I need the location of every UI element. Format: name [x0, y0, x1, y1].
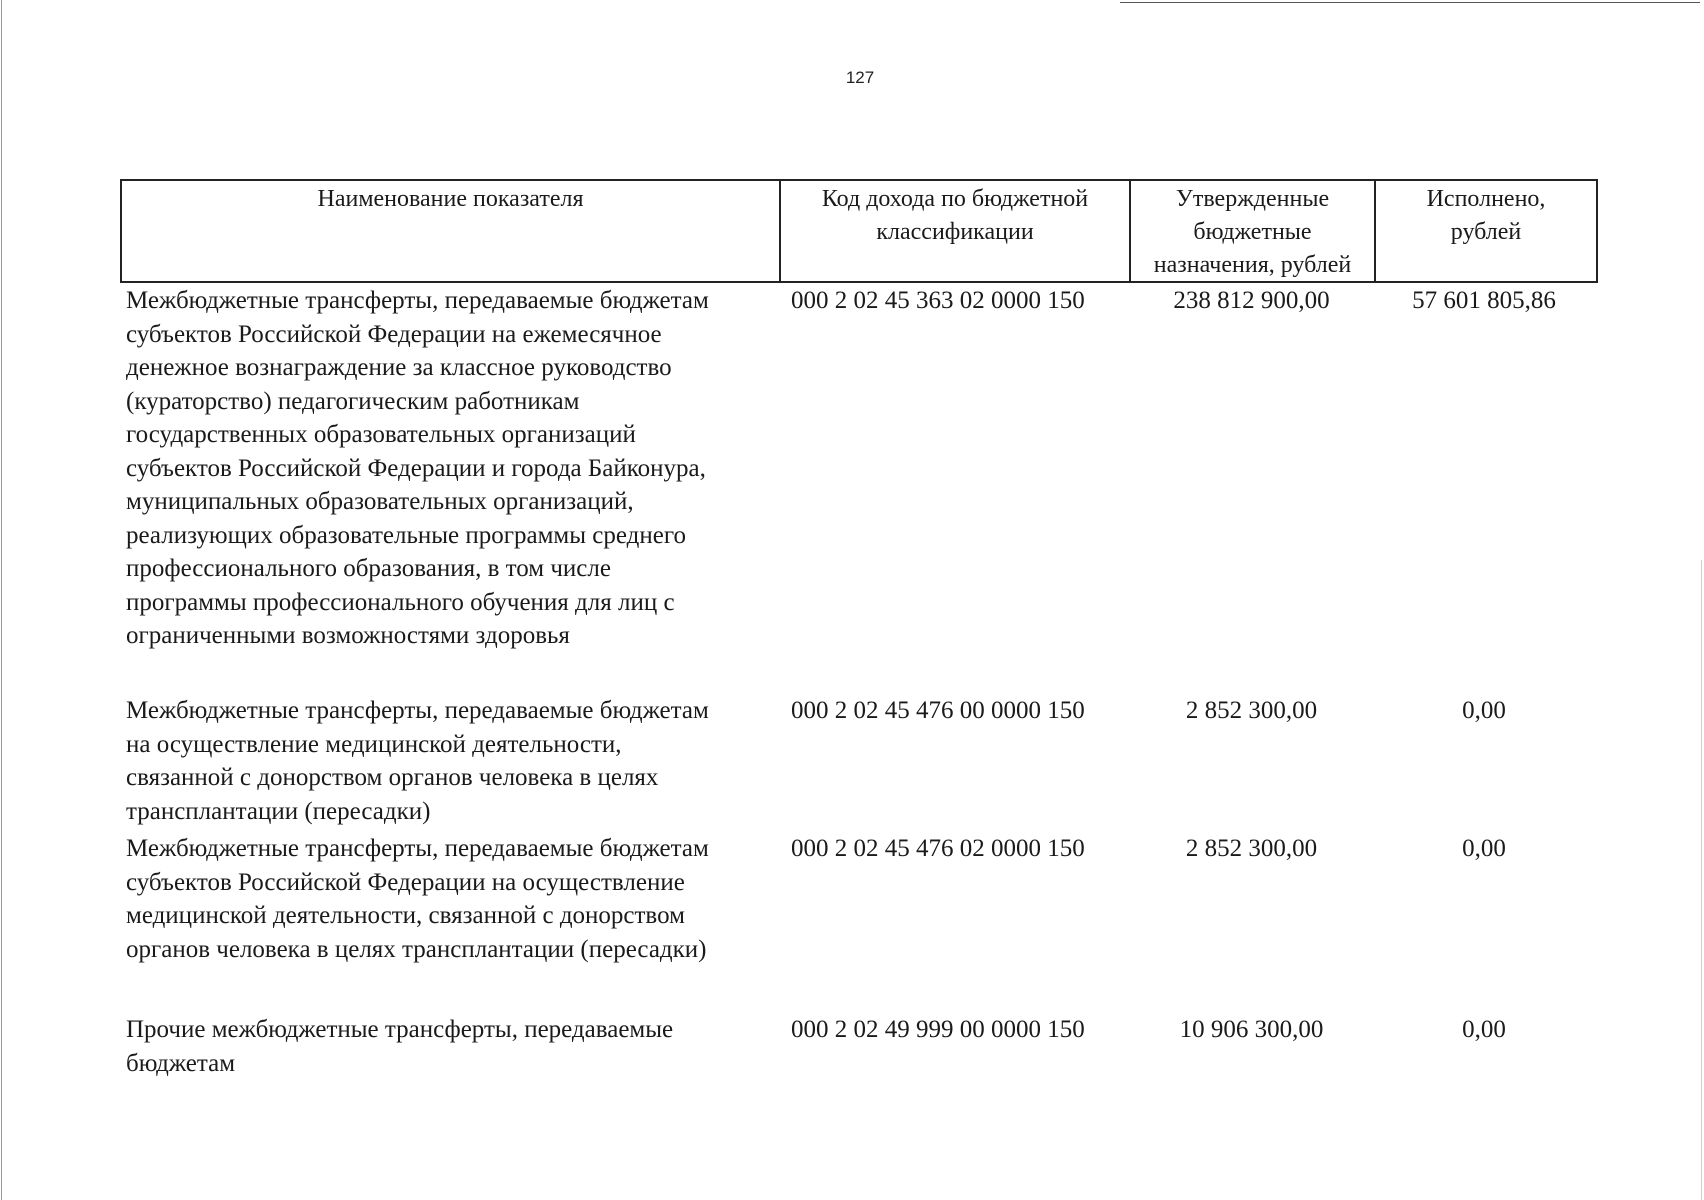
- page-number: 127: [845, 68, 875, 87]
- row-name-line: Межбюджетные трансферты, передаваемые бюджетам: [126, 697, 709, 724]
- row-name: [126, 1013, 786, 1080]
- row-income-code: 000 2 02 45 363 02 0000 150: [791, 287, 1085, 314]
- row-executed-amount: 0,00: [1462, 697, 1506, 724]
- row-executed-amount: 0,00: [1462, 1016, 1506, 1043]
- header-line: Наименование показателя: [317, 186, 584, 212]
- row-income-code: 000 2 02 49 999 00 0000 150: [791, 1016, 1085, 1043]
- row-approved-amount: 10 906 300,00: [1179, 1016, 1324, 1043]
- row-name-line: реализующих образовательные программы среднего: [126, 521, 686, 549]
- row-name-line: органов человека в целях трансплантации (пересадки): [126, 935, 707, 963]
- row-name-line: связанной с донорством органов человека в целях: [126, 764, 659, 791]
- row-name-line: Межбюджетные трансферты, передаваемые бюджетам: [126, 287, 709, 314]
- header-line: Исполнено,: [1426, 186, 1546, 212]
- row-executed-amount: 57 601 805,86: [1412, 287, 1556, 314]
- header-executed: [1376, 181, 1596, 281]
- row-name-line: трансплантации (пересадки): [126, 797, 431, 825]
- row-name-line: субъектов Российской Федерации и города Байконура,: [126, 454, 706, 482]
- row-name-line: профессионального образования, в том числе: [126, 555, 611, 582]
- header-line: классификации: [876, 219, 1034, 245]
- row-name-line: бюджетам: [126, 1049, 236, 1077]
- row-name: [126, 832, 786, 966]
- header-income-code: [781, 181, 1131, 281]
- row-approved-amount: 2 852 300,00: [1185, 697, 1318, 724]
- scan-edge-right: [1701, 560, 1702, 1200]
- header-line: назначения, рублей: [1153, 252, 1352, 278]
- header-line: Код дохода по бюджетной: [821, 186, 1089, 212]
- row-income-code: 000 2 02 45 476 02 0000 150: [791, 835, 1085, 862]
- header-indicator-name: [122, 181, 781, 281]
- row-name-line: медицинской деятельности, связанной с донорством: [126, 902, 685, 929]
- row-name-line: ограниченными возможностями здоровья: [126, 622, 570, 649]
- row-approved-amount: 2 852 300,00: [1185, 835, 1318, 862]
- table-header: [120, 179, 1598, 283]
- row-name: [126, 284, 786, 653]
- scan-edge-left: [1, 0, 2, 1200]
- row-name-line: денежное вознаграждение за классное руководство: [126, 354, 672, 381]
- row-name-line: (кураторство) педагогическим работникам: [126, 387, 580, 415]
- row-name-line: Межбюджетные трансферты, передаваемые бюджетам: [126, 835, 709, 862]
- row-name-line: субъектов Российской Федерации на осуществление: [126, 868, 685, 896]
- header-line: рублей: [1450, 219, 1522, 245]
- row-name-line: муниципальных образовательных организаций,: [126, 488, 634, 515]
- scan-edge-top: [1120, 2, 1700, 3]
- row-income-code: 000 2 02 45 476 00 0000 150: [791, 697, 1085, 724]
- row-name-line: на осуществление медицинской деятельности,: [126, 730, 622, 758]
- row-name-line: Прочие межбюджетные трансферты, передаваемые: [126, 1016, 674, 1043]
- header-approved: [1131, 181, 1376, 281]
- row-name-line: программы профессионального обучения для лиц с: [126, 588, 675, 616]
- header-line: Утвержденные: [1175, 186, 1330, 212]
- row-name: [126, 694, 786, 828]
- row-name-line: субъектов Российской Федерации на ежемесячное: [126, 320, 662, 348]
- row-approved-amount: 238 812 900,00: [1173, 287, 1330, 314]
- row-executed-amount: 0,00: [1462, 835, 1506, 862]
- row-name-line: государственных образовательных организаций: [126, 421, 636, 448]
- header-line: бюджетные: [1193, 219, 1312, 245]
